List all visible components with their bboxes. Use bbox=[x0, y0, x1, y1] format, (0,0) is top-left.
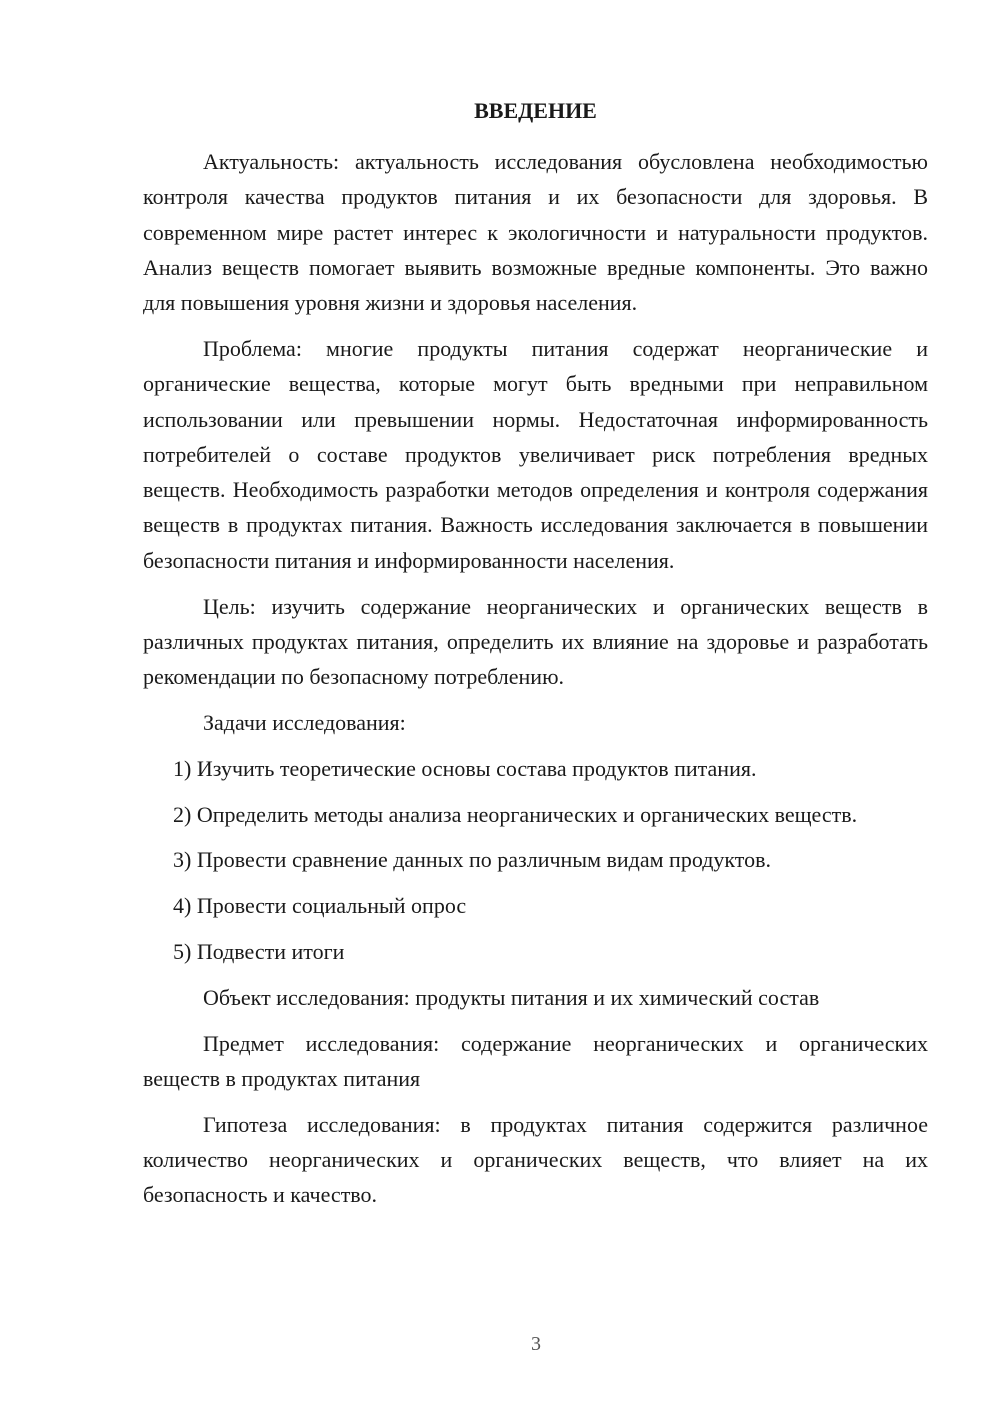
task-item: 4) Провести социальный опрос bbox=[173, 893, 467, 919]
tasks-heading: Задачи исследования: bbox=[203, 709, 406, 735]
relevance-paragraph: Актуальность: актуальность исследования обусловлена необходимостью контроля качества продуктов питания и их безопасности для здоровья. В современном мире растет интерес к экологичности и натуральности продуктов. Анализ веществ помогает выявить возможные вредные компоненты. Это важно для повышения уровня жизни и здоровья населения. bbox=[143, 149, 928, 316]
task-item: 2) Определить методы анализа неорганических и органических веществ. bbox=[173, 801, 858, 827]
task-item: 5) Подвести итоги bbox=[173, 938, 345, 964]
task-item: 3) Провести сравнение данных по различным видам продуктов. bbox=[173, 847, 771, 873]
subject-paragraph: Предмет исследования: содержание неорганических и органических веществ в продуктах питания bbox=[143, 1030, 928, 1091]
object-paragraph: Объект исследования: продукты питания и их химический состав bbox=[203, 984, 820, 1010]
goal-paragraph: Цель: изучить содержание неорганических и органических веществ в различных продуктах питания, определить их влияние на здоровье и разработать рекомендации по безопасному потреблению. bbox=[143, 593, 928, 690]
problem-paragraph: Проблема: многие продукты питания содержат неорганические и органические вещества, которые могут быть вредными при неправильном использовании или превышении нормы. Недостаточная информированность потребителей о составе продуктов увеличивает риск потребления вредных веществ. Необходимость разработки методов определения и контроля содержания веществ в продуктах питания. Важность исследования заключается в повышении безопасности питания и информированности населения. bbox=[143, 335, 928, 573]
hypothesis-paragraph: Гипотеза исследования: в продуктах питания содержится различное количество неорганических и органических веществ, что влияет на их безопасность и качество. bbox=[143, 1111, 928, 1208]
page-title: ВВЕДЕНИЕ bbox=[474, 98, 597, 123]
document-body bbox=[143, 93, 928, 1223]
page-number: 3 bbox=[531, 1333, 541, 1355]
task-item: 1) Изучить теоретические основы состава продуктов питания. bbox=[173, 755, 757, 781]
